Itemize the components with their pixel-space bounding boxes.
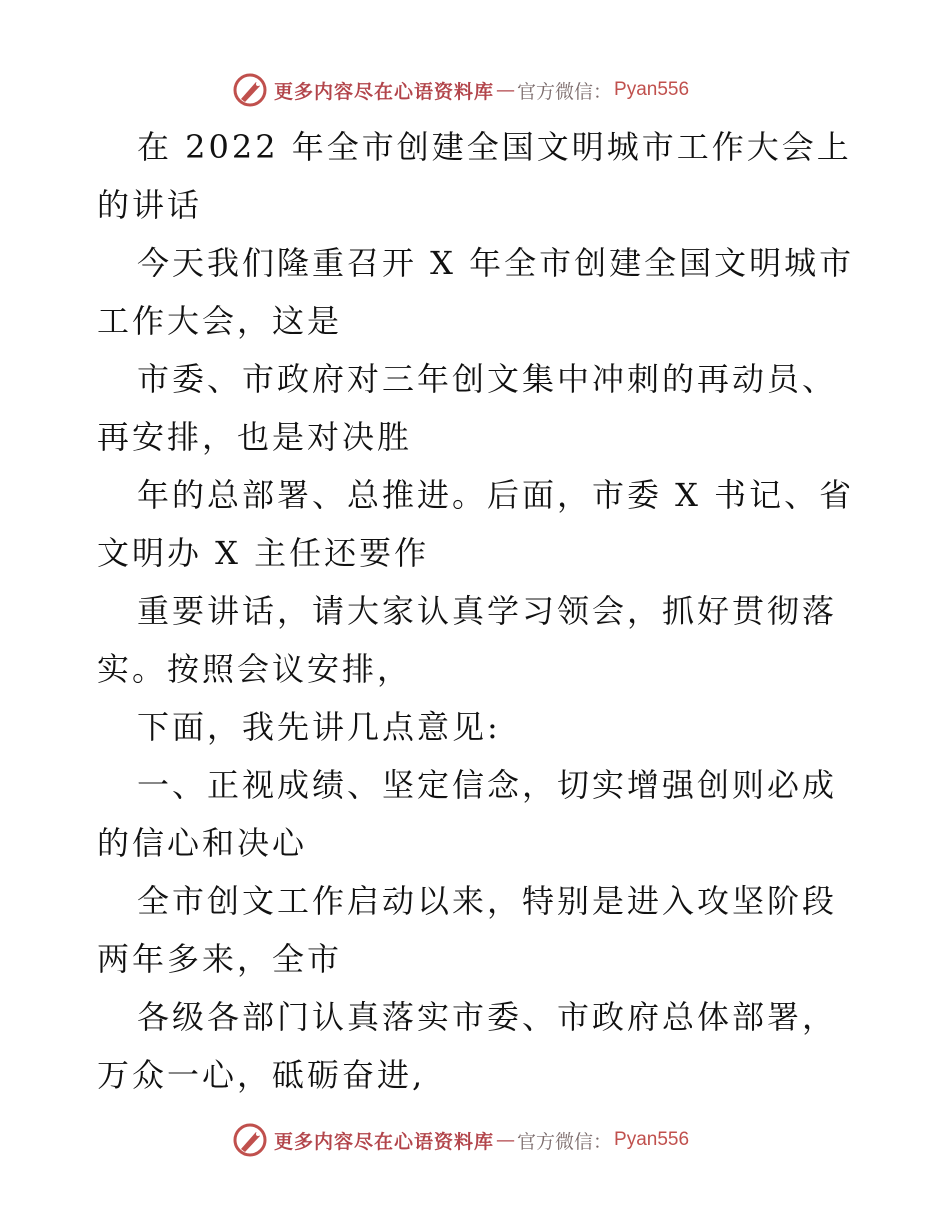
watermark-dash: —	[496, 1129, 516, 1151]
watermark-site-text: 更多内容尽在心语资料库	[274, 1130, 495, 1153]
watermark-label: 官方微信：	[517, 1130, 613, 1153]
watermark-dash: —	[496, 79, 516, 101]
paragraph: 今天我们隆重召开 X 年全市创建全国文明城市工作大会，这是	[97, 244, 855, 340]
paragraph: 各级各部门认真落实市委、市政府总体部署，万众一心，砥砺奋进,	[97, 998, 838, 1094]
paragraph: 下面，我先讲几点意见:	[137, 708, 501, 746]
paragraph: 市委、市政府对三年创文集中冲刺的再动员、再安排，也是对决胜	[97, 360, 838, 456]
speech-title: 在 2022 年全市创建全国文明城市工作大会上的讲话	[97, 128, 852, 224]
document-body	[97, 118, 867, 1104]
paragraph: 年的总部署、总推进。后面，市委 X 书记、省文明办 X 主任还要作	[97, 476, 855, 572]
section-heading: 一、正视成绩、坚定信念，切实增强创则必成的信心和决心	[97, 766, 838, 862]
watermark-label: 官方微信：	[517, 80, 613, 103]
pen-logo-icon	[232, 72, 268, 108]
footer-watermark	[232, 1120, 689, 1160]
watermark-id: Pyan556	[614, 1129, 690, 1150]
watermark-id: Pyan556	[614, 79, 690, 100]
header-watermark	[232, 70, 689, 110]
paragraph: 全市创文工作启动以来，特别是进入攻坚阶段两年多来，全市	[97, 882, 838, 978]
watermark-site-text: 更多内容尽在心语资料库	[274, 80, 495, 103]
paragraph: 重要讲话，请大家认真学习领会，抓好贯彻落实。按照会议安排，	[97, 592, 838, 688]
pen-logo-icon	[232, 1122, 268, 1158]
